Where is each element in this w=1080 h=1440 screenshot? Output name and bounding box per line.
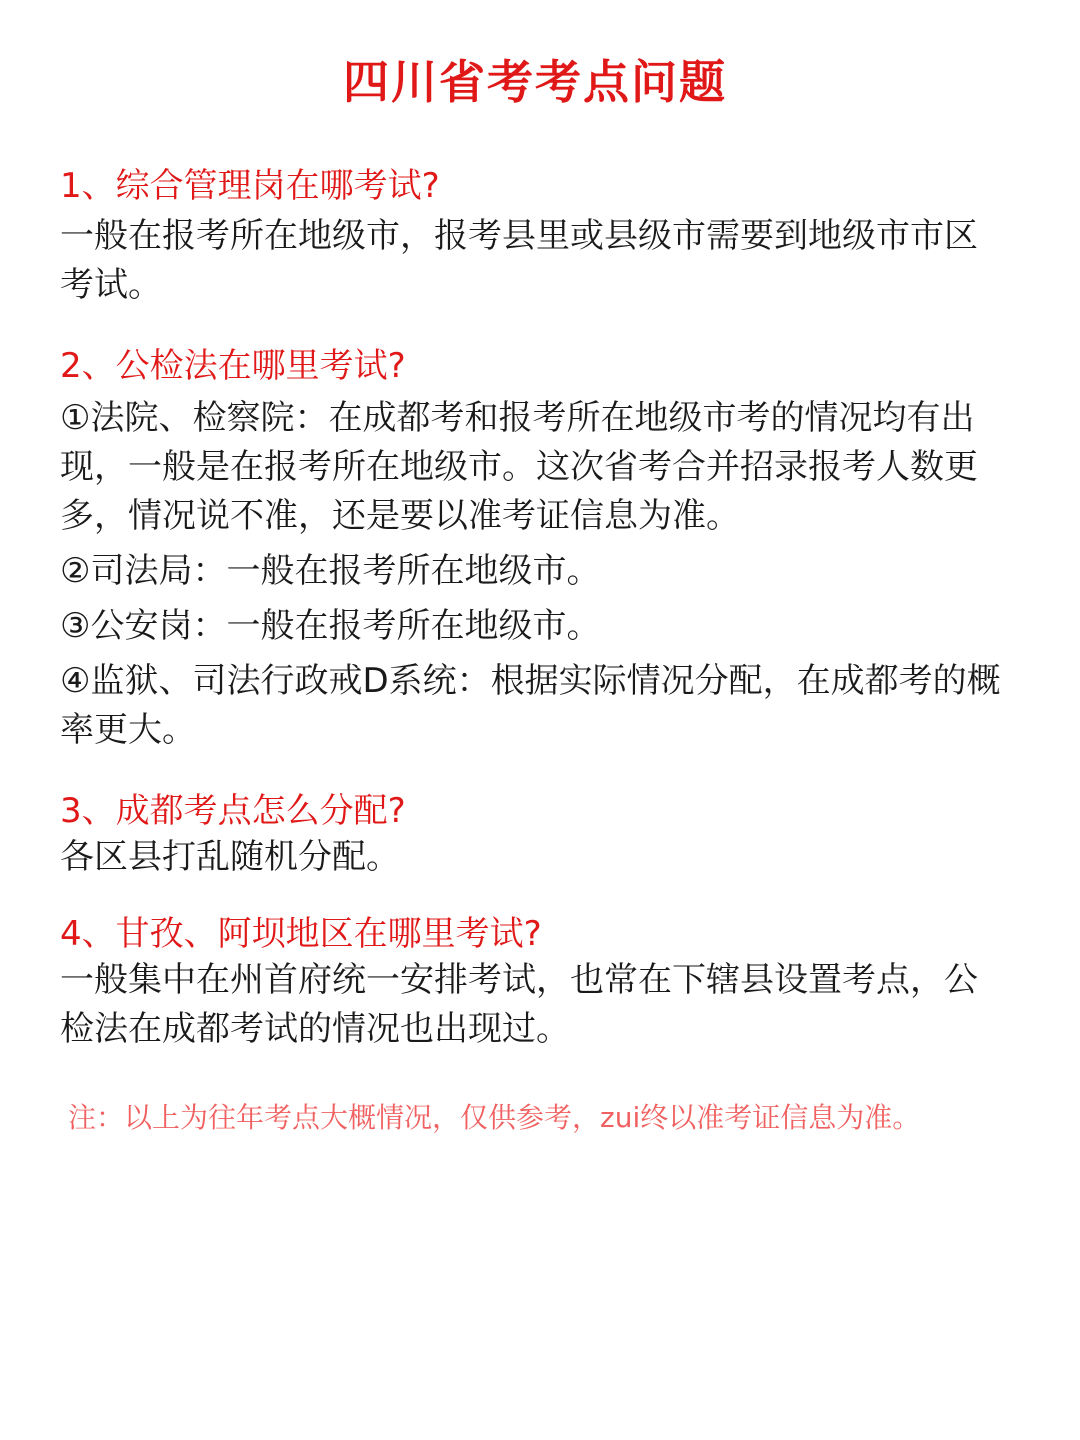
section-question: 4、甘孜、阿坝地区在哪里考试? — [60, 914, 542, 954]
section-answer: ②司法局：一般在报考所在地级市。 — [60, 551, 601, 591]
section-question: 3、成都考点怎么分配? — [60, 791, 406, 831]
section-3 — [60, 789, 1010, 882]
page-title: 四川省考考点问题 — [343, 55, 727, 109]
section-answer: ④监狱、司法行政戒D系统：根据实际情况分配，在成都考的概率更大。 — [60, 661, 1001, 750]
section-answer: 一般集中在州首府统一安排考试，也常在下辖县设置考点，公检法在成都考试的情况也出现过。 — [60, 960, 978, 1049]
footnote: 注：以上为往年考点大概情况，仅供参考，zui终以准考证信息为准。 — [68, 1101, 921, 1134]
section-answer: ③公安岗：一般在报考所在地级市。 — [60, 606, 601, 646]
section-answer: 一般在报考所在地级市，报考县里或县级市需要到地级市市区考试。 — [60, 216, 978, 305]
section-answer: ①法院、检察院：在成都考和报考所在地级市考的情况均有出现，一般是在报考所在地级市。这次省考合并招录报考人数更多，情况说不准，还是要以准考证信息为准。 — [60, 398, 978, 536]
section-1 — [60, 164, 1010, 310]
section-answer: 各区县打乱随机分配。 — [60, 837, 400, 877]
section-question: 2、公检法在哪里考试? — [60, 346, 406, 386]
section-2 — [60, 344, 1010, 755]
section-4 — [60, 912, 1010, 1054]
section-question: 1、综合管理岗在哪考试? — [60, 166, 440, 206]
